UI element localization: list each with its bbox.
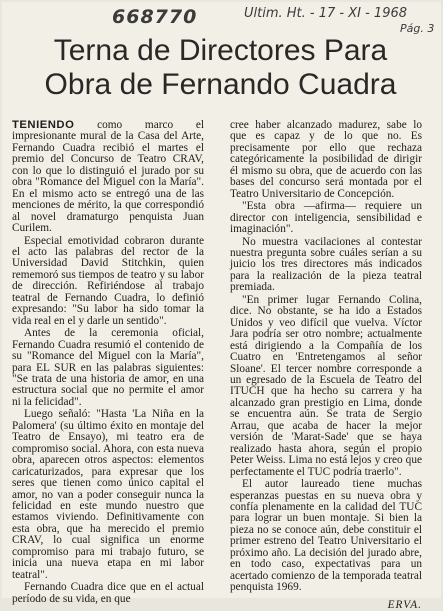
paragraph-5: Fernando Cuadra dice que en el actual período de su vida, en que [12,581,204,605]
handwritten-date-note: Ultim. Ht. - 17 - XI - 1968 [244,6,408,21]
author-signature: ERVA. [387,598,422,611]
handwritten-reference-number: 668770 [112,6,198,28]
paragraph-9: "En primer lugar Fernando Colina, dice. No obstante, se ha ido a Estados Unidos y veo difícil que vuelva. Víctor Jara podría ser otro nombre; actualmente está dirigiendo a la Compañía de los Cuatro en 'Entretengamos al señor Sloane'. El tercer nombre corresponde a un egresado de la Escuela de Teatro del ITUCH que ha hecho su carrera y ha alcanzado gran prestigio en Lima, donde se encuentra aún. Se trata de Sergio Arrau, que acaba de hacer la mejor versión de 'Marat-Sade' que se haya realizado hasta ahora, según el propio Peter Weiss. Lima no está lejos y creo que perfectamente el TUC podría traerlo". [230,293,422,478]
paragraph-7: "Esta obra —afirma— requiere un director con inteligencia, sensibilidad e imaginación". [230,200,422,236]
paragraph-3: Antes de la ceremonia oficial, Fernando Cuadra resumió el contenido de su "Romance del Miguel con la María", para EL SUR en las palabras siguientes: "Se trata de una historia de amor, en una estructura social que no permite el amor ni la felicidad". [12,327,204,408]
paragraph-6: cree haber alcanzado madurez, sabe lo que es capaz y de lo que no. Es precisamente por ello que rechaza categóricamente la posibilidad de dirigir él mismo su obra, que de acuerdo con las bases del concurso será montada por el Teatro Universitario de Concepción. [230,119,422,200]
headline-line-2: Obra de Fernando Cuadra [44,68,397,101]
paragraph-4: Luego señaló: "Hasta 'La Niña en la Palomera' (su último éxito en montaje del Teatro de Ensayo), mi teatro era de compromiso social. Ahora, con esta nueva obra, aparecen otros aspectos: elementos caricaturizados, para expresar que los seres que tienen como único capital el amor, no van a poder conseguir nunca la felicidad en este mundo nuestro que estamos viviendo. Definitivamente con esta obra, que ha merecido el premio CRAV, lo cual significa un enorme compromiso para mi trabajo futuro, se inicia una nueva etapa en mi labor teatral". [12,408,204,581]
article-right-column [230,120,422,611]
handwritten-page-note: Pág. 3 [400,22,435,35]
paragraph-10: El autor laureado tiene muchas esperanzas puestas en su nueva obra y confía plenamente en la calidad del TUC para lograr un buen montaje. Si bien la pieza no se conoce aún, debe constituir el primer estreno del Teatro Universitario el próximo año. La decisión del jurado abre, en todo caso, expectativas para un acertado comienzo de la temporada teatral penquista 1969. [230,478,422,594]
paragraph-8: No muestra vacilaciones al contestar nuestra pregunta sobre cuáles serían a su juicio los tres directores más indicados para la realización de la pieza teatral premiada. [230,235,422,294]
paragraph-1 [12,120,204,235]
headline-line-1: Terna de Directores Para [53,34,388,67]
paragraph-1-text: como marco el impresionante mural de la Casa del Arte, Fernando Cuadra recibió el martes el premio del Concurso de Teatro CRAV, con lo que lo distinguió el jurado por su obra "Romance del Miguel con la María". En el mismo acto se entregó una de las menciones de mérito, la que correspondió al novel dramaturgo penquista Juan Curilem. [12,119,204,235]
paragraph-2: Especial emotividad cobraron durante el acto las palabras del rector de la Universidad David Stitchkin, quien rememoró sus tiempos de teatro y su labor de dirección. Refiriéndose al trabajo teatral de Fernando Cuadra, lo definió expresando: "Su labor ha sido tomar la vida real en el y darle un sentido". [12,234,204,327]
lead-word: TENIENDO [12,119,75,131]
article-left-column [12,120,204,605]
